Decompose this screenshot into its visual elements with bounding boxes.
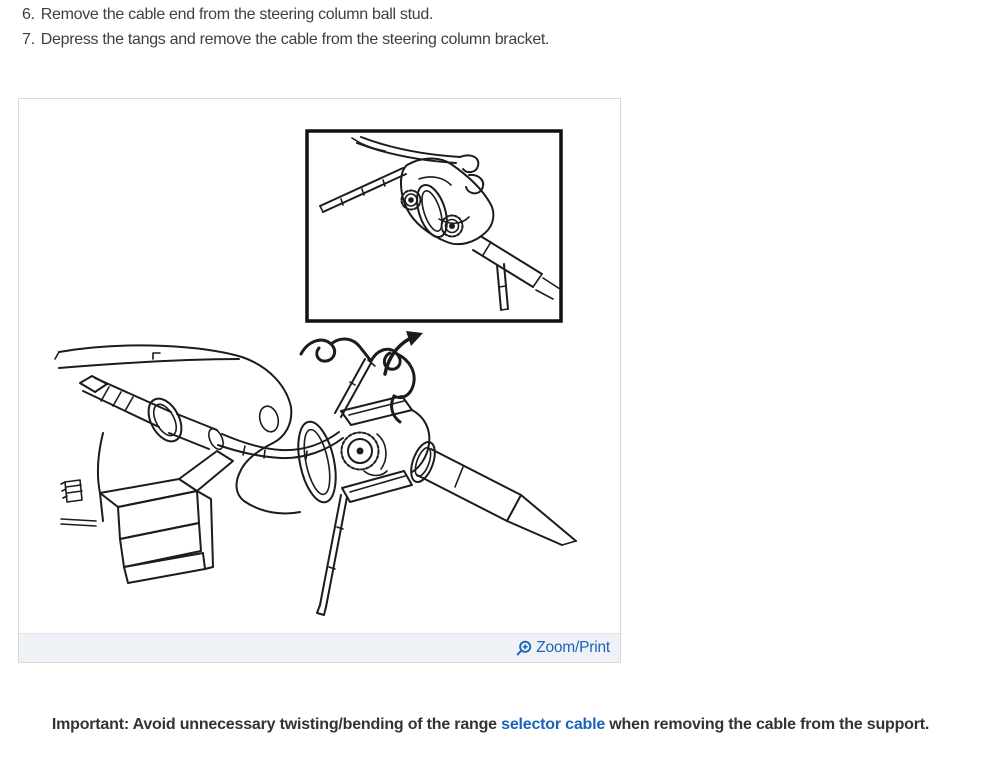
important-note-prefix: Important: Avoid unnecessary twisting/bending of the range <box>51 716 502 733</box>
important-note-suffix: when removing the cable from the support. <box>605 716 930 733</box>
step-6 <box>22 2 549 27</box>
figure-footer-bar <box>19 633 620 662</box>
step-6-text: Remove the cable end from the steering column ball stud. <box>40 6 434 23</box>
diagram-svg <box>19 99 620 633</box>
zoom-print-link[interactable] <box>515 639 610 657</box>
main-drawing <box>55 339 576 615</box>
step-7-number: 7. <box>22 31 35 48</box>
inset-detail-box <box>307 131 561 321</box>
step-6-number: 6. <box>22 6 35 23</box>
step-7-text: Depress the tangs and remove the cable from the steering column bracket. <box>40 31 550 48</box>
step-7 <box>22 27 549 52</box>
steering-column-diagram <box>19 99 620 633</box>
important-note <box>0 716 981 734</box>
figure-frame <box>18 98 621 663</box>
selector-cable-link[interactable]: selector cable <box>501 716 606 733</box>
magnifier-plus-icon <box>515 640 532 657</box>
zoom-print-label: Zoom/Print <box>536 639 610 656</box>
instruction-steps <box>22 2 549 52</box>
